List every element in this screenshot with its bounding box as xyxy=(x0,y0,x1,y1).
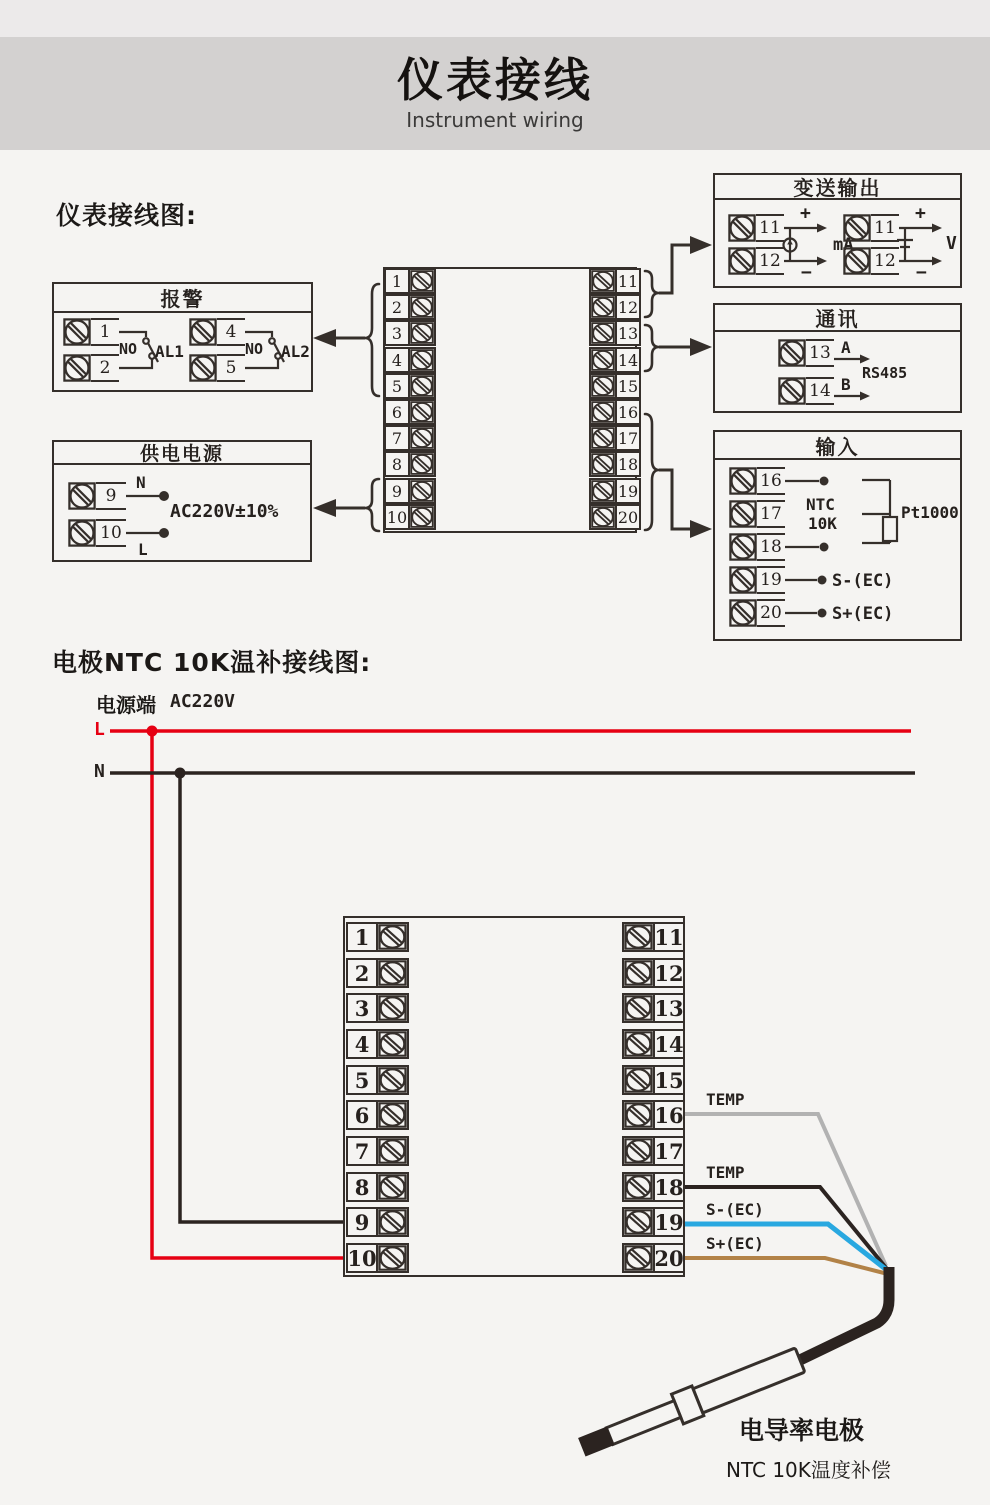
screw-terminal-icon xyxy=(729,566,757,594)
comm-title: 通讯 xyxy=(715,305,960,332)
rs485-b-label: B xyxy=(841,375,851,394)
terminal-row xyxy=(384,425,436,451)
ntc-value-label: 10K xyxy=(808,514,837,533)
arrow-to-transmitter xyxy=(659,236,712,293)
terminal-number: 2 xyxy=(91,354,119,382)
screw-terminal-icon xyxy=(624,1067,653,1093)
alarm2-label: AL2 xyxy=(281,342,310,361)
terminal-row xyxy=(346,1243,409,1273)
terminal-number: 20 xyxy=(615,506,639,528)
screw-terminal-icon xyxy=(624,1102,653,1128)
terminal-number: 20 xyxy=(654,1245,684,1271)
s-plus-ec-label: S+(EC) xyxy=(832,604,894,624)
screw-terminal-icon xyxy=(63,318,91,346)
pt1000-label: Pt1000 xyxy=(901,503,959,522)
live-label: L xyxy=(138,540,148,559)
terminal-row xyxy=(384,347,436,373)
neutral-label: N xyxy=(136,473,146,492)
screw-terminal-icon xyxy=(843,214,871,242)
plus-label: + xyxy=(915,203,926,224)
alarm1-label: AL1 xyxy=(155,342,184,361)
terminal-number: 19 xyxy=(615,480,639,502)
terminal-row xyxy=(622,1243,685,1273)
screw-terminal-icon xyxy=(843,247,871,275)
screw-terminal-icon xyxy=(410,427,434,449)
terminal-number: 18 xyxy=(654,1174,684,1200)
terminal-number: 11 xyxy=(756,214,784,242)
minus-label: − xyxy=(916,262,927,283)
terminal-row xyxy=(589,399,641,425)
terminal-number: 12 xyxy=(615,296,639,318)
screw-terminal-icon xyxy=(591,401,615,423)
screw-terminal-icon xyxy=(591,322,615,344)
terminal-row xyxy=(589,268,641,294)
screw-terminal-icon xyxy=(378,1138,407,1164)
terminal-row xyxy=(346,1172,409,1202)
terminal-row xyxy=(622,993,685,1023)
terminal-number: 11 xyxy=(654,924,684,950)
terminal-row xyxy=(346,1029,409,1059)
screw-terminal-icon xyxy=(591,506,615,528)
screw-terminal-icon xyxy=(378,1245,407,1271)
terminal-number: 8 xyxy=(348,1174,378,1200)
title-banner xyxy=(0,37,990,150)
terminal-row xyxy=(384,320,436,346)
minus-label: − xyxy=(801,262,812,283)
terminal-number: 14 xyxy=(654,1031,684,1057)
screw-terminal-icon xyxy=(624,995,653,1021)
screw-terminal-icon xyxy=(729,467,757,495)
screw-terminal-icon xyxy=(624,1031,653,1057)
terminal-number: 17 xyxy=(757,500,785,528)
terminal-number: 19 xyxy=(757,566,785,594)
terminal-number: 12 xyxy=(871,247,899,275)
screw-terminal-icon xyxy=(624,1209,653,1235)
screw-terminal-icon xyxy=(410,506,434,528)
brace-terminals-16-20 xyxy=(645,414,659,530)
screw-terminal-icon xyxy=(591,427,615,449)
terminal-row xyxy=(589,425,641,451)
terminal-row xyxy=(384,451,436,477)
terminal-row xyxy=(346,922,409,952)
screw-terminal-icon xyxy=(68,482,96,510)
terminal-number: 19 xyxy=(654,1209,684,1235)
terminal-number: 13 xyxy=(615,322,639,344)
terminal-number: 5 xyxy=(386,375,410,397)
l-line-label: L xyxy=(94,719,105,740)
temp-wire-label: TEMP xyxy=(706,1163,745,1182)
screw-terminal-icon xyxy=(778,377,806,405)
terminal-row xyxy=(346,1065,409,1095)
terminal-number: 7 xyxy=(386,427,410,449)
terminal-number: 11 xyxy=(615,270,639,292)
screw-terminal-icon xyxy=(189,318,217,346)
s-plus-wire-label: S+(EC) xyxy=(706,1234,764,1253)
v-unit-label: V xyxy=(946,233,957,254)
terminal-row xyxy=(622,1207,685,1237)
s-minus-wire-label: S-(EC) xyxy=(706,1200,764,1219)
terminal-row xyxy=(589,347,641,373)
terminal-number: 10 xyxy=(386,506,410,528)
terminal-number: 6 xyxy=(348,1102,378,1128)
screw-terminal-icon xyxy=(410,270,434,292)
brace-terminals-11-12 xyxy=(645,271,659,317)
rs485-a-label: A xyxy=(841,338,851,357)
mains-terminal-label: 电源端 xyxy=(96,693,156,717)
ma-unit-label: mA xyxy=(833,235,854,255)
screw-terminal-icon xyxy=(378,1067,407,1093)
section1-heading: 仪表接线图: xyxy=(56,201,197,230)
power-title: 供电电源 xyxy=(54,442,310,465)
page-subtitle: Instrument wiring xyxy=(406,107,584,132)
terminal-number: 11 xyxy=(871,214,899,242)
terminal-number: 15 xyxy=(654,1067,684,1093)
terminal-number: 18 xyxy=(615,453,639,475)
screw-terminal-icon xyxy=(378,1102,407,1128)
arrow-to-power xyxy=(313,499,365,517)
screw-terminal-icon xyxy=(729,533,757,561)
screw-terminal-icon xyxy=(624,1138,653,1164)
terminal-row xyxy=(622,958,685,988)
terminal-number: 18 xyxy=(757,533,785,561)
terminal-row xyxy=(589,373,641,399)
screw-terminal-icon xyxy=(728,247,756,275)
terminal-row xyxy=(346,1100,409,1130)
terminal-row xyxy=(622,1100,685,1130)
terminal-number: 20 xyxy=(757,599,785,627)
page-title: 仪表接线 xyxy=(397,53,593,108)
terminal-number: 6 xyxy=(386,401,410,423)
terminal-row xyxy=(589,504,641,530)
input-title: 输入 xyxy=(715,432,960,460)
terminal-number: 10 xyxy=(96,519,126,547)
screw-terminal-icon xyxy=(410,453,434,475)
terminal-number: 1 xyxy=(91,318,119,346)
no-contact-label: NO xyxy=(119,340,138,358)
screw-terminal-icon xyxy=(729,599,757,627)
terminal-number: 4 xyxy=(386,349,410,371)
terminal-row xyxy=(622,1172,685,1202)
terminal-row xyxy=(384,399,436,425)
terminal-number: 9 xyxy=(348,1209,378,1235)
screw-terminal-icon xyxy=(624,1245,653,1271)
screw-terminal-icon xyxy=(591,453,615,475)
screw-terminal-icon xyxy=(624,960,653,986)
terminal-row xyxy=(384,294,436,320)
terminal-row xyxy=(622,922,685,952)
screw-terminal-icon xyxy=(378,960,407,986)
terminal-number: 5 xyxy=(217,354,245,382)
terminal-number: 17 xyxy=(615,427,639,449)
screw-terminal-icon xyxy=(378,995,407,1021)
terminal-row xyxy=(346,958,409,988)
terminal-number: 4 xyxy=(217,318,245,346)
terminal-row xyxy=(346,1136,409,1166)
electrode-note-label: NTC 10K温度补偿 xyxy=(726,1458,891,1482)
terminal-number: 16 xyxy=(615,401,639,423)
screw-terminal-icon xyxy=(728,214,756,242)
terminal-number: 14 xyxy=(615,349,639,371)
screw-terminal-icon xyxy=(378,1174,407,1200)
terminal-row xyxy=(384,268,436,294)
terminal-row xyxy=(384,504,436,530)
screw-terminal-icon xyxy=(68,519,96,547)
brace-terminals-9-10 xyxy=(365,479,379,531)
terminal-number: 15 xyxy=(615,375,639,397)
terminal-row xyxy=(346,993,409,1023)
electrode-name-label: 电导率电极 xyxy=(739,1416,865,1445)
brace-terminals-13-14 xyxy=(645,325,659,371)
terminal-number: 2 xyxy=(348,960,378,986)
terminal-number: 9 xyxy=(386,480,410,502)
terminal-number: 3 xyxy=(386,322,410,344)
terminal-row xyxy=(346,1207,409,1237)
terminal-number: 16 xyxy=(654,1102,684,1128)
electrode-cable xyxy=(800,1267,889,1360)
screw-terminal-icon xyxy=(591,349,615,371)
terminal-row xyxy=(622,1029,685,1059)
terminal-number: 3 xyxy=(348,995,378,1021)
transmitter-title: 变送输出 xyxy=(715,175,960,200)
terminal-row xyxy=(384,478,436,504)
screw-terminal-icon xyxy=(591,270,615,292)
arrow-to-comm xyxy=(659,338,712,356)
screw-terminal-icon xyxy=(63,354,91,382)
screw-terminal-icon xyxy=(410,375,434,397)
top-strip xyxy=(0,0,990,37)
screw-terminal-icon xyxy=(378,1031,407,1057)
terminal-number: 17 xyxy=(654,1138,684,1164)
terminal-number: 4 xyxy=(348,1031,378,1057)
screw-terminal-icon xyxy=(591,375,615,397)
screw-terminal-icon xyxy=(410,296,434,318)
terminal-number: 1 xyxy=(386,270,410,292)
screw-terminal-icon xyxy=(410,349,434,371)
s-minus-ec-label: S-(EC) xyxy=(832,571,894,591)
screw-terminal-icon xyxy=(624,1174,653,1200)
terminal-number: 2 xyxy=(386,296,410,318)
terminal-row xyxy=(622,1065,685,1095)
terminal-row xyxy=(384,373,436,399)
terminal-row xyxy=(622,1136,685,1166)
arrow-to-alarm xyxy=(313,329,365,347)
terminal-row xyxy=(589,294,641,320)
terminal-number: 7 xyxy=(348,1138,378,1164)
brace-terminals-1-5 xyxy=(365,284,379,396)
supply-rating-label: AC220V±10% xyxy=(170,501,279,522)
alarm-title: 报警 xyxy=(54,284,311,313)
terminal-number: 16 xyxy=(757,467,785,495)
terminal-row xyxy=(589,478,641,504)
screw-terminal-icon xyxy=(624,924,653,950)
terminal-number: 12 xyxy=(654,960,684,986)
terminal-number: 12 xyxy=(756,247,784,275)
no-contact-label: NO xyxy=(245,340,264,358)
ntc-label: NTC xyxy=(806,495,835,514)
n-line-label: N xyxy=(94,761,105,782)
terminal-number: 8 xyxy=(386,453,410,475)
rs485-label: RS485 xyxy=(862,364,908,382)
terminal-number: 13 xyxy=(806,339,834,367)
terminal-number: 10 xyxy=(347,1245,377,1271)
terminal-number: 14 xyxy=(806,377,834,405)
terminal-number: 13 xyxy=(654,995,684,1021)
section2-heading: 电极NTC 10K温补接线图: xyxy=(52,648,372,677)
mains-voltage-label: AC220V xyxy=(170,691,236,712)
terminal-number: 5 xyxy=(348,1067,378,1093)
screw-terminal-icon xyxy=(410,322,434,344)
arrow-to-input xyxy=(659,470,712,538)
comm-box xyxy=(713,303,962,413)
temp-wire-label: TEMP xyxy=(706,1090,745,1109)
terminal-row xyxy=(589,320,641,346)
screw-terminal-icon xyxy=(378,1209,407,1235)
terminal-number: 9 xyxy=(96,482,126,510)
terminal-number: 1 xyxy=(348,924,378,950)
screw-terminal-icon xyxy=(729,500,757,528)
screw-terminal-icon xyxy=(410,401,434,423)
screw-terminal-icon xyxy=(189,354,217,382)
screw-terminal-icon xyxy=(591,296,615,318)
screw-terminal-icon xyxy=(410,480,434,502)
screw-terminal-icon xyxy=(591,480,615,502)
plus-label: + xyxy=(800,203,811,224)
terminal-row xyxy=(589,451,641,477)
screw-terminal-icon xyxy=(778,339,806,367)
screw-terminal-icon xyxy=(378,924,407,950)
